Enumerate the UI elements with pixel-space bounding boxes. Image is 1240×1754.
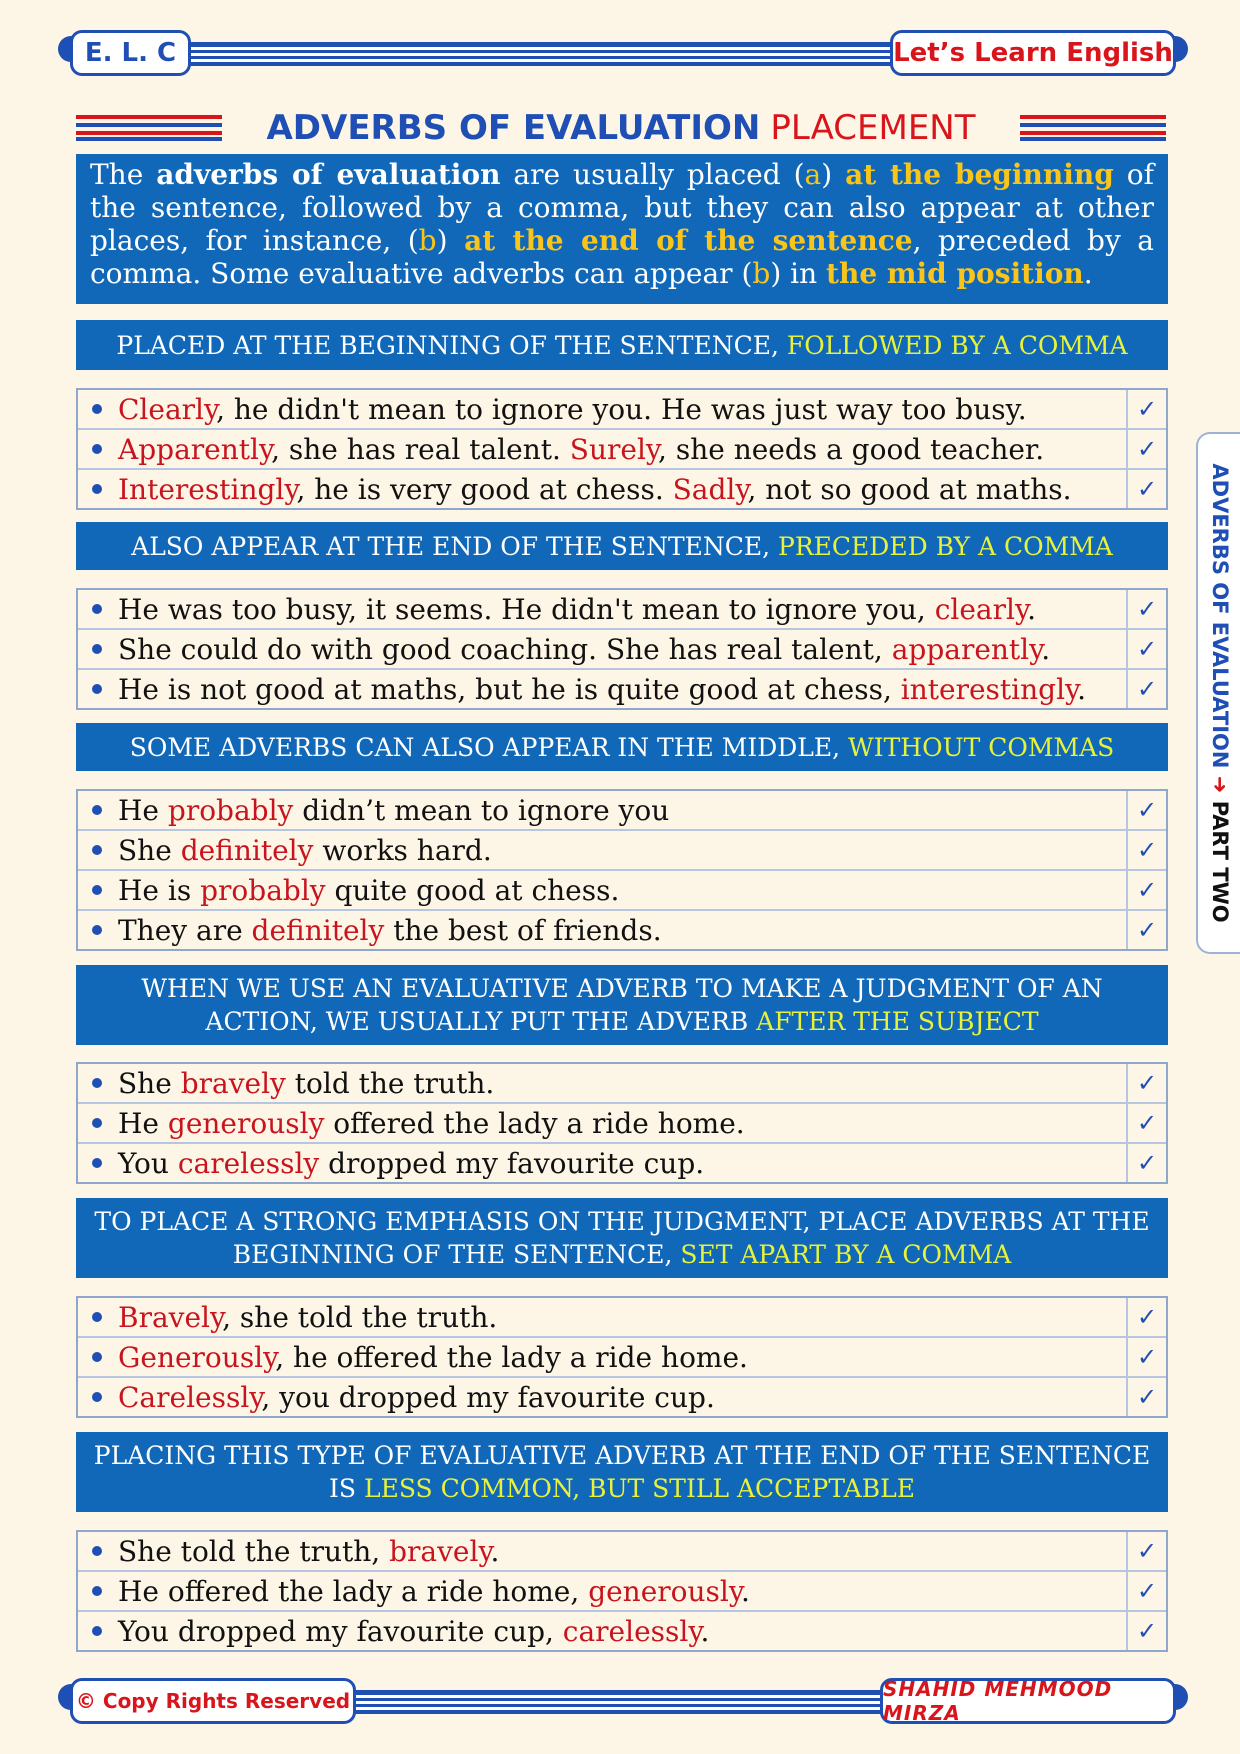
section-heading-text [131,530,1113,563]
lets-learn-english-badge: Let’s Learn English [890,30,1176,76]
header-bar [58,30,1188,74]
bullet-icon [92,845,102,855]
bullet-icon [92,484,102,494]
plain-text: You [118,1146,178,1180]
examples-middle [76,789,1168,951]
bullet-icon [92,925,102,935]
plain-text: , she has real talent. [271,432,570,466]
plain-text: . [1077,672,1087,706]
adverb: definitely [251,913,385,947]
intro-letter: b [752,257,771,290]
examples-after-subject [76,1062,1168,1184]
section-heading-emphasis [76,1198,1168,1278]
heading-highlight: FOLLOWED BY A COMMA [786,330,1128,360]
heading-highlight: SET APART BY A COMMA [680,1240,1012,1269]
examples-beginning [76,388,1168,510]
footer-bar [58,1677,1188,1725]
example-row [78,1378,1166,1416]
intro-highlight: the mid position [826,257,1084,290]
intro-text: are usually placed ( [500,158,805,191]
bullet-icon [92,1586,102,1596]
intro-letter: a [804,158,822,191]
plain-text: She [118,1066,181,1100]
adverb: Generously [118,1340,276,1374]
side-tab-label [1208,463,1232,922]
example-text [118,673,1086,706]
bullet-icon [92,684,102,694]
bullet-icon [92,1158,102,1168]
adverb: definitely [180,833,314,867]
adverb: Apparently [118,432,272,466]
intro-text: , preceded by a comma. Some evaluative adverbs can appear ( [90,224,1155,290]
plain-text: . [1041,632,1051,666]
heading-text: PLACED AT THE BEGINNING OF THE SENTENCE, [116,330,787,360]
example-row [78,430,1166,470]
adverb: bravely [389,1534,491,1568]
section-heading-text [116,329,1127,362]
plain-text: You dropped my favourite cup, [118,1614,563,1648]
example-row [78,911,1166,949]
plain-text: didn’t mean to ignore you [293,793,670,827]
example-row [78,390,1166,430]
heading-text: PLACING THIS TYPE OF EVALUATIVE ADVERB AT THE END OF THE SENTENCE IS [93,1441,1151,1503]
plain-text: He was too busy, it seems. He didn't mean to ignore you, [118,592,935,626]
heading-highlight: LESS COMMON, BUT STILL ACCEPTABLE [364,1474,915,1503]
plain-text: She told the truth, [118,1534,390,1568]
section-heading-text [130,731,1115,764]
adverb: bravely [180,1066,286,1100]
examples-emphasis [76,1296,1168,1418]
bullet-icon [92,1392,102,1402]
example-row [78,871,1166,911]
check-icon: ✓ [1126,1298,1166,1336]
plain-text: . [700,1614,710,1648]
adverb: Sadly [672,472,748,506]
example-row [78,1612,1166,1650]
example-text [118,1107,745,1140]
check-icon: ✓ [1126,1144,1166,1182]
bullet-icon [92,1626,102,1636]
example-text [118,1615,709,1648]
bullet-icon [92,404,102,414]
examples-end [76,588,1168,710]
plain-text: He is not good at maths, but he is quite good at chess, [118,672,901,706]
adverb: carelessly [562,1614,701,1648]
section-heading-less-common [76,1432,1168,1512]
bullet-icon [92,1546,102,1556]
heading-highlight: PRECEDED BY A COMMA [778,531,1113,561]
heading-text: WHEN WE USE AN EVALUATIVE ADVERB TO MAKE A JUDGMENT OF AN ACTION, WE USUALLY PUT THE ADVERB [141,974,1103,1036]
check-icon: ✓ [1126,1064,1166,1102]
adverb: clearly [934,592,1028,626]
plain-text: He is [118,873,201,907]
intro-paragraph [76,154,1168,304]
example-row [78,590,1166,630]
section-heading-beginning [76,320,1168,370]
plain-text: works hard. [313,833,492,867]
intro-text: of the sentence, followed by a comma, but they can also appear at other places, for instance, ( [90,158,1154,257]
example-row [78,630,1166,670]
adverb: Surely [569,432,659,466]
example-row [78,1298,1166,1338]
example-text [118,874,619,907]
check-icon: ✓ [1126,670,1166,708]
heading-highlight: AFTER THE SUBJECT [756,1007,1039,1036]
title-row [76,104,1166,152]
plain-text: , you dropped my favourite cup. [261,1380,715,1414]
elc-badge: E. L. C [70,30,191,76]
title-stripes-right [1020,115,1166,141]
title-main: ADVERBS OF EVALUATION [266,108,761,148]
example-text [118,473,1072,506]
example-text [118,593,1036,626]
example-row [78,1064,1166,1104]
plain-text: . [740,1574,750,1608]
intro-text: The [90,158,157,191]
intro-text: ) [821,158,846,191]
section-heading-text [86,1205,1158,1271]
adverb: generously [167,1106,325,1140]
plain-text: told the truth. [285,1066,495,1100]
check-icon: ✓ [1126,911,1166,949]
bullet-icon [92,1118,102,1128]
page-title [222,108,1020,148]
example-text [118,1067,494,1100]
example-row [78,670,1166,708]
check-icon: ✓ [1126,1612,1166,1650]
example-text [118,1535,499,1568]
plain-text: . [490,1534,500,1568]
check-icon: ✓ [1126,390,1166,428]
example-row [78,1338,1166,1378]
adverb: Carelessly [118,1380,262,1414]
example-text [118,433,1044,466]
example-row [78,1104,1166,1144]
adverb: probably [167,793,294,827]
plain-text: She could do with good coaching. She has real talent, [118,632,892,666]
plain-text: quite good at chess. [325,873,620,907]
plain-text: She [118,833,181,867]
plain-text: , not so good at maths. [747,472,1072,506]
example-text [118,633,1050,666]
adverb: carelessly [177,1146,320,1180]
section-heading-middle [76,723,1168,771]
bullet-icon [92,1312,102,1322]
plain-text: He offered the lady a ride home, [118,1574,589,1608]
adverb: probably [200,873,326,907]
check-icon: ✓ [1126,430,1166,468]
intro-text: ) in [770,257,827,290]
example-text [118,914,662,947]
intro-term: adverbs of evaluation [156,158,501,191]
heading-highlight: WITHOUT COMMAS [848,732,1115,762]
bullet-icon [92,444,102,454]
check-icon: ✓ [1126,1378,1166,1416]
copyright-badge: © Copy Rights Reserved [70,1678,356,1724]
arrow-icon: ➜ [1208,775,1232,794]
example-text [118,1341,748,1374]
plain-text: They are [118,913,252,947]
check-icon: ✓ [1126,1338,1166,1376]
plain-text: , she told the truth. [222,1300,498,1334]
adverb: Clearly [118,392,217,426]
intro-text: . [1083,257,1093,290]
intro-text: ) [436,224,465,257]
bullet-icon [92,805,102,815]
bullet-icon [92,1078,102,1088]
plain-text: , he is very good at chess. [296,472,673,506]
check-icon: ✓ [1126,1572,1166,1610]
example-text [118,393,1027,426]
check-icon: ✓ [1126,1104,1166,1142]
check-icon: ✓ [1126,871,1166,909]
plain-text: He [118,793,168,827]
side-tab-title: ADVERBS OF EVALUATION [1208,463,1232,769]
adverb: apparently [891,632,1042,666]
section-heading-end [76,522,1168,570]
section-heading-after-subject [76,965,1168,1045]
title-stripes-left [76,115,222,141]
example-row [78,1572,1166,1612]
bullet-icon [92,1352,102,1362]
author-badge: SHAHID MEHMOOD MIRZA [880,1678,1176,1724]
plain-text: , she needs a good teacher. [658,432,1045,466]
check-icon: ✓ [1126,791,1166,829]
example-text [118,1575,750,1608]
example-row [78,1144,1166,1182]
example-text [118,794,669,827]
adverb: interestingly [900,672,1078,706]
example-text [118,1381,715,1414]
heading-text: TO PLACE A STRONG EMPHASIS ON THE JUDGMENT, PLACE ADVERBS AT THE BEGINNING OF THE SENTENCE, [94,1207,1150,1269]
bullet-icon [92,885,102,895]
check-icon: ✓ [1126,1532,1166,1570]
examples-less-common [76,1530,1168,1652]
check-icon: ✓ [1126,630,1166,668]
intro-highlight: at the end of the sentence [464,224,913,257]
example-row [78,470,1166,508]
adverb: Bravely [118,1300,223,1334]
intro-highlight: at the beginning [845,158,1114,191]
check-icon: ✓ [1126,831,1166,869]
plain-text: dropped my favourite cup. [319,1146,705,1180]
plain-text: the best of friends. [384,913,662,947]
example-text [118,1147,704,1180]
example-text [118,834,492,867]
section-heading-text [86,972,1158,1038]
plain-text: . [1027,592,1036,626]
plain-text: , he didn't mean to ignore you. He was just way too busy. [216,392,1027,426]
heading-text: ALSO APPEAR AT THE END OF THE SENTENCE, [131,531,779,561]
side-tab-part: PART TWO [1208,800,1232,923]
plain-text: , he offered the lady a ride home. [275,1340,748,1374]
intro-letter: b [418,224,437,257]
adverb: generously [588,1574,741,1608]
example-row [78,831,1166,871]
section-heading-text [86,1439,1158,1505]
example-row [78,791,1166,831]
plain-text: He [118,1106,168,1140]
heading-text: SOME ADVERBS CAN ALSO APPEAR IN THE MIDDLE, [129,732,849,762]
title-accent: PLACEMENT [770,108,976,148]
bullet-icon [92,644,102,654]
plain-text: offered the lady a ride home. [324,1106,745,1140]
adverb: Interestingly [118,472,297,506]
example-text [118,1301,497,1334]
check-icon: ✓ [1126,470,1166,508]
example-row [78,1532,1166,1572]
bullet-icon [92,604,102,614]
check-icon: ✓ [1126,590,1166,628]
